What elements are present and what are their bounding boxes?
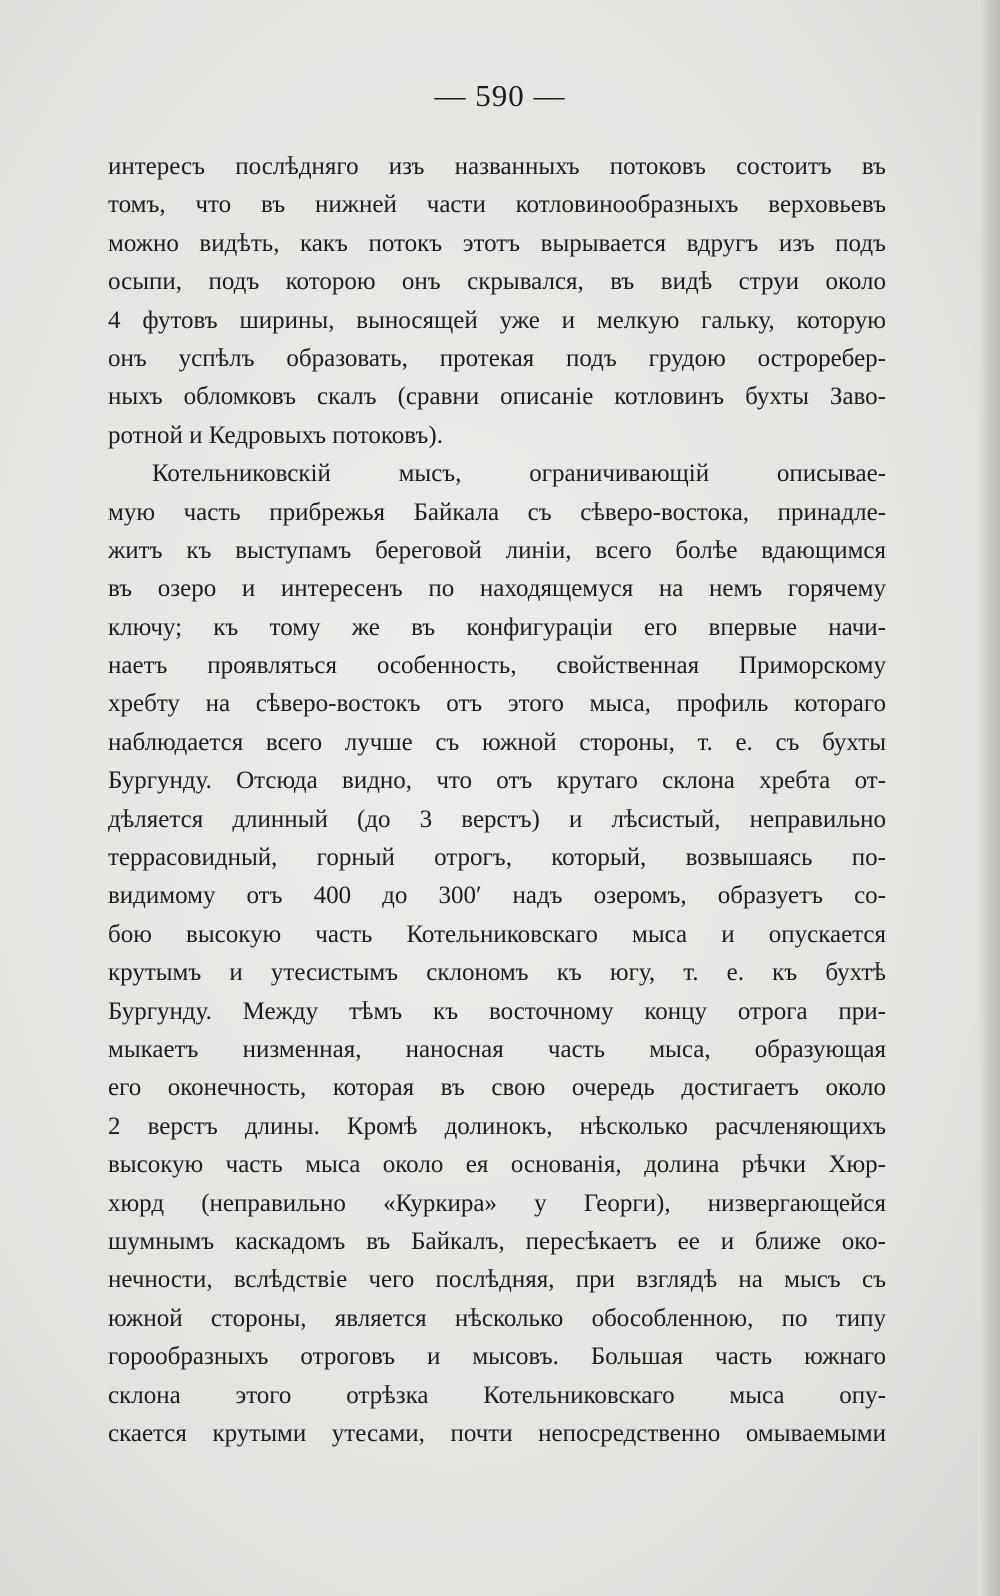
text-line: дѣляется длинный (до 3 верстъ) и лѣсистый, неправильно bbox=[108, 805, 886, 833]
text-line: мую часть прибрежья Байкала съ сѣверо-востока, принадле- bbox=[108, 498, 886, 526]
text-line: можно видѣть, какъ потокъ этотъ вырывается вдругъ изъ подъ bbox=[108, 229, 886, 257]
text-line: интересъ послѣдняго изъ названныхъ потоковъ состоитъ въ bbox=[108, 153, 886, 180]
text-line: нечности, вслѣдствіе чего послѣдняя, при взглядѣ на мысъ съ bbox=[108, 1266, 886, 1294]
text-line: террасовидный, горный отрогъ, который, возвышаясь по- bbox=[108, 844, 886, 872]
text-line: бою высокую часть Котельниковскаго мыса и опускается bbox=[108, 920, 886, 948]
text-line: хребту на сѣверо-востокъ отъ этого мыса, профиль котораго bbox=[108, 690, 886, 718]
text-line: горообразныхъ отроговъ и мысовъ. Большая часть южнаго bbox=[108, 1343, 886, 1371]
text-line: осыпи, подъ которою онъ скрывался, въ видѣ струи около bbox=[108, 268, 886, 296]
page-edge bbox=[978, 0, 1000, 1596]
text-line: въ озеро и интересенъ по находящемуся на немъ горячему bbox=[108, 575, 886, 603]
text-line: наетъ проявляться особенность, свойственная Приморскому bbox=[108, 652, 886, 680]
page-number: — 590 — bbox=[434, 78, 566, 113]
text-line: Бургунду. Отсюда видно, что отъ крутаго склона хребта от- bbox=[108, 767, 886, 795]
text-line: Бургунду. Между тѣмъ къ восточному концу отрога при- bbox=[108, 997, 886, 1025]
text-line: скается крутыми утесами, почти непосредственно омываемыми bbox=[108, 1419, 886, 1447]
text-line: шумнымъ каскадомъ въ Байкалъ, пересѣкаетъ ее и ближе око- bbox=[108, 1227, 886, 1255]
text-line: томъ, что въ нижней части котловинообразныхъ верховьевъ bbox=[108, 191, 886, 219]
text-line: житъ къ выступамъ береговой линіи, всего болѣе вдающимся bbox=[108, 536, 886, 564]
text-line: крутымъ и утесистымъ склономъ къ югу, т. е. къ бухтѣ bbox=[108, 959, 886, 987]
text-line: его оконечность, которая въ свою очередь достигаетъ около bbox=[108, 1074, 886, 1102]
text-line: ныхъ обломковъ скалъ (сравни описаніе котловинъ бухты Заво- bbox=[108, 383, 886, 411]
text-line: южной стороны, является нѣсколько обособленною, по типу bbox=[108, 1304, 886, 1332]
text-line: мыкаетъ низменная, наносная часть мыса, образующая bbox=[108, 1035, 886, 1063]
text-line: 4 футовъ ширины, выносящей уже и мелкую гальку, которую bbox=[108, 306, 886, 334]
text-line: ключу; къ тому же въ конфигураціи его впервые начи- bbox=[108, 613, 886, 641]
text-line: 2 верстъ длины. Кромѣ долинокъ, нѣсколько расчленяющихъ bbox=[108, 1112, 886, 1140]
text-line: наблюдается всего лучше съ южной стороны, т. е. съ бухты bbox=[108, 728, 886, 756]
paragraph-first-line: Котельниковскій мысъ, ограничивающій описывае- bbox=[152, 460, 886, 488]
text-line: ротной и Кедровыхъ потоковъ). bbox=[108, 421, 443, 449]
text-line: хюрд (неправильно «Куркира» у Георги), низвергающейся bbox=[108, 1189, 886, 1217]
text-line: онъ успѣлъ образовать, протекая подъ грудою остроребер- bbox=[108, 344, 886, 372]
body-text bbox=[108, 148, 886, 1453]
text-line: высокую часть мыса около ея основанія, долина рѣчки Хюр- bbox=[108, 1151, 886, 1179]
text-line: видимому отъ 400 до 300′ надъ озеромъ, образуетъ со- bbox=[108, 882, 886, 910]
text-line: склона этого отрѣзка Котельниковскаго мыса опу- bbox=[108, 1381, 886, 1409]
